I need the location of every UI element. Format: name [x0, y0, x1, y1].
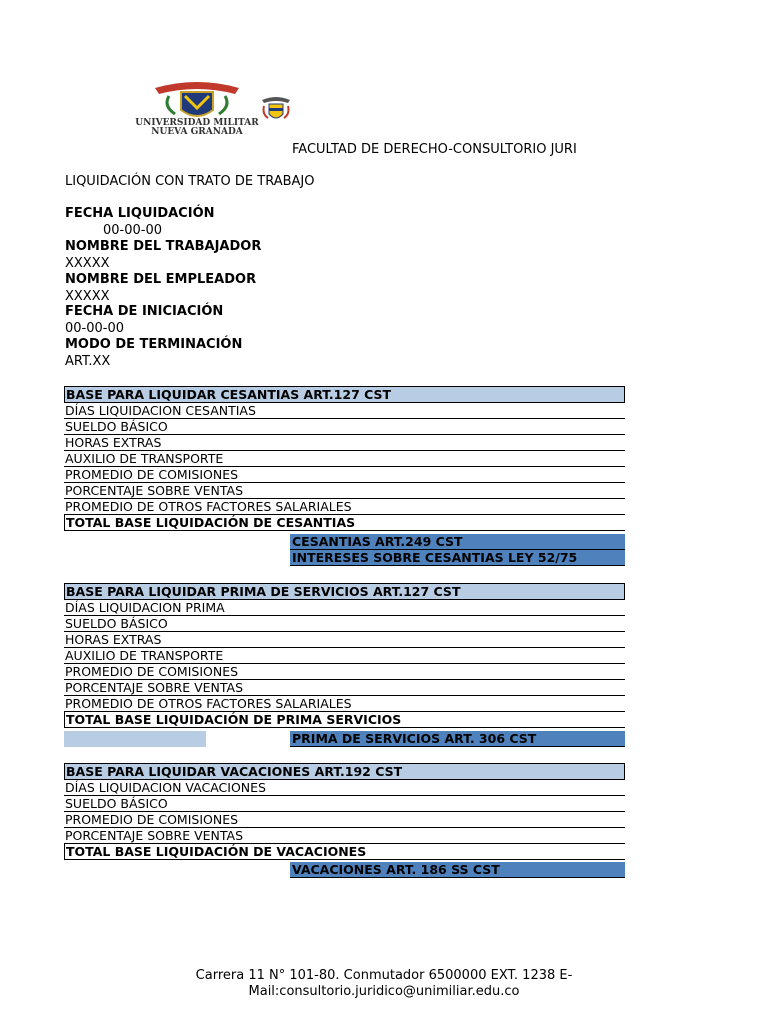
prima-total-row: TOTAL BASE LIQUIDACIÓN DE PRIMA SERVICIOS [64, 712, 625, 728]
table-row: HORAS EXTRAS [64, 435, 625, 451]
footer-email: Mail:consultorio.juridico@unimiliar.edu.co [248, 984, 520, 999]
table-row: PROMEDIO DE OTROS FACTORES SALARIALES [64, 499, 625, 515]
field-value-nombre-empleador: XXXXX [65, 289, 110, 304]
table-row: HORAS EXTRAS [64, 632, 625, 648]
faculty-title: FACULTAD DE DERECHO-CONSULTORIO JURI [292, 142, 577, 157]
prima-empty-cell [64, 731, 206, 747]
colombia-coat-of-arms-icon [258, 96, 294, 124]
vacaciones-result-row: VACACIONES ART. 186 SS CST [290, 862, 625, 878]
table-row: PROMEDIO DE COMISIONES [64, 664, 625, 680]
vacaciones-total-row: TOTAL BASE LIQUIDACIÓN DE VACACIONES [64, 844, 625, 860]
table-row: SUELDO BÁSICO [64, 419, 625, 435]
footer [0, 968, 768, 1000]
cesantias-result-row: CESANTIAS ART.249 CST [290, 534, 625, 550]
document-subtitle: LIQUIDACIÓN CON TRATO DE TRABAJO [65, 174, 315, 189]
svg-text:NUEVA GRANADA: NUEVA GRANADA [151, 127, 243, 137]
vacaciones-table [64, 763, 625, 860]
table-row: SUELDO BÁSICO [64, 796, 625, 812]
table-row: DÍAS LIQUIDACION VACACIONES [64, 780, 625, 796]
table-row: DÍAS LIQUIDACION CESANTIAS [64, 403, 625, 419]
field-label-nombre-trabajador: NOMBRE DEL TRABAJADOR [65, 239, 262, 254]
field-label-fecha-liquidacion: FECHA LIQUIDACIÓN [65, 206, 215, 221]
prima-table [64, 583, 625, 728]
field-label-modo-terminacion: MODO DE TERMINACIÓN [65, 337, 243, 352]
table-row: PORCENTAJE SOBRE VENTAS [64, 680, 625, 696]
cesantias-total-row: TOTAL BASE LIQUIDACIÓN DE CESANTIAS [64, 515, 625, 531]
table-row: PROMEDIO DE COMISIONES [64, 812, 625, 828]
cesantias-table [64, 386, 625, 531]
field-label-fecha-iniciacion: FECHA DE INICIACIÓN [65, 304, 224, 319]
footer-address: Carrera 11 N° 101-80. Conmutador 6500000 EXT. 1238 E- [195, 968, 573, 983]
table-row: PROMEDIO DE COMISIONES [64, 467, 625, 483]
field-value-modo-terminacion: ART.XX [65, 354, 111, 369]
vacaciones-table-header: BASE PARA LIQUIDAR VACACIONES ART.192 CST [64, 763, 625, 780]
field-value-fecha-liquidacion: 00-00-00 [103, 223, 163, 238]
prima-table-header: BASE PARA LIQUIDAR PRIMA DE SERVICIOS ART.127 CST [64, 583, 625, 600]
university-logo [135, 78, 259, 137]
field-value-fecha-iniciacion: 00-00-00 [65, 321, 125, 336]
table-row: DÍAS LIQUIDACION PRIMA [64, 600, 625, 616]
field-value-nombre-trabajador: XXXXX [65, 256, 110, 271]
table-row: AUXILIO DE TRANSPORTE [64, 451, 625, 467]
field-label-nombre-empleador: NOMBRE DEL EMPLEADOR [65, 272, 257, 287]
table-row: PORCENTAJE SOBRE VENTAS [64, 483, 625, 499]
table-row: PORCENTAJE SOBRE VENTAS [64, 828, 625, 844]
intereses-cesantias-result-row: INTERESES SOBRE CESANTIAS LEY 52/75 [290, 550, 625, 566]
prima-result-row: PRIMA DE SERVICIOS ART. 306 CST [290, 731, 625, 747]
table-row: AUXILIO DE TRANSPORTE [64, 648, 625, 664]
svg-text:UNIVERSIDAD MILITAR: UNIVERSIDAD MILITAR [135, 118, 259, 128]
table-row: PROMEDIO DE OTROS FACTORES SALARIALES [64, 696, 625, 712]
table-row: SUELDO BÁSICO [64, 616, 625, 632]
cesantias-table-header: BASE PARA LIQUIDAR CESANTIAS ART.127 CST [64, 386, 625, 403]
